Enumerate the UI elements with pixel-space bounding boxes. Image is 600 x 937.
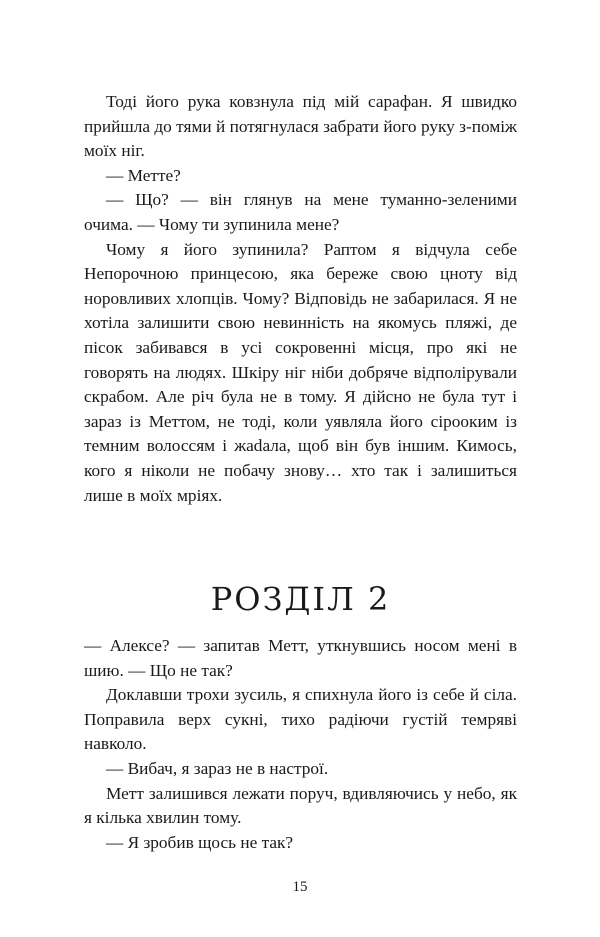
dialogue-line: — Метте? [106,165,181,185]
dialogue-line: — Що? — він глянув на мене туманно-зеленими очима. — Чому ти зупинила мене? [84,190,517,234]
chapter-2-opening [84,634,517,855]
paragraph: Чому я його зупинила? Раптом я відчула себе Непорочною принцесою, яка береже свою цноту від норовливих хлопців. Чому? Відповідь не забарилася. Я не хотіла залишити свою невинність на якомусь пляжі, де пісок забивався в усі сокровенні місця, про які не говорять на людях. Шкіру ніг ніби добряче відполірували скрабом. Але річ була не в тому. Я дійсно не була тут і зараз із Меттом, не тоді, коли уявляла його сірооким із темним волоссям і жаdала, щоб він був іншим. Кимось, кого я ніколи не побачу знову… хто так і залишиться лише в моїх мріях. [84,239,517,505]
paragraph: Метт залишився лежати поруч, вдивляючись у небо, як я кілька хвилин тому. [84,783,517,828]
paragraph: Тоді його рука ковзнула під мій сарафан. Я швидко прийшла до тями й потягнулася забрати його руку з-поміж моїх ніг. [84,92,517,161]
chapter-1-ending [84,90,517,508]
dialogue-line: — Вибач, я зараз не в настрої. [106,758,329,778]
dialogue-line: — Алексе? — запитав Метт, уткнувшись носом мені в шию. — Що не так? [84,636,517,680]
dialogue-line: — Я зробив щось не так? [106,832,294,852]
paragraph: Доклавши трохи зусиль, я спихнула його із себе й сіла. Поправила верх сукні, тихо радіючи густій темряві навколо. [84,685,517,754]
page-number: 15 [292,879,308,895]
chapter-title: РОЗДІЛ 2 [210,580,391,618]
